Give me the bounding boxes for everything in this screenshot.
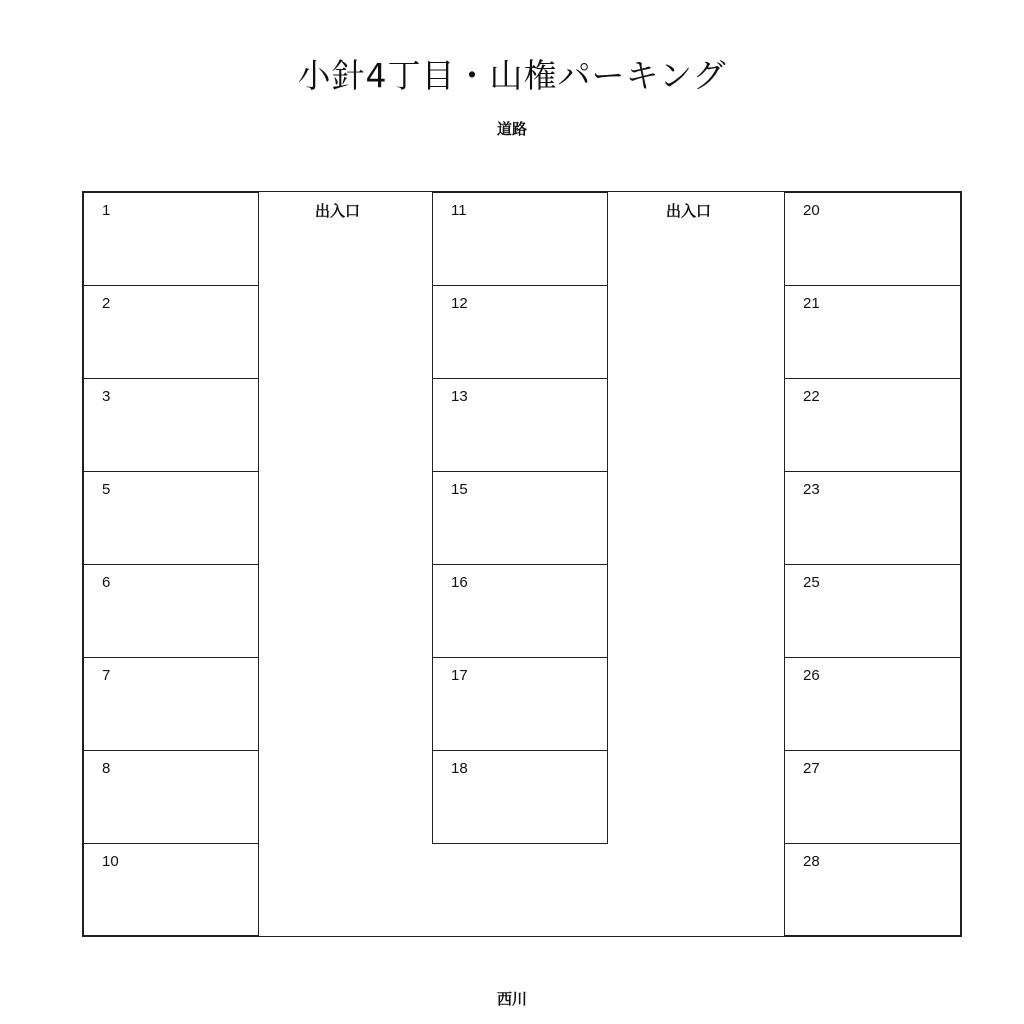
parking-space-number: 27 bbox=[803, 760, 820, 777]
entrance-label-right: 出入口 bbox=[666, 202, 712, 220]
parking-space-10 bbox=[83, 843, 259, 936]
parking-space-8 bbox=[83, 750, 259, 844]
page-title: 小針4丁目・山権パーキング bbox=[297, 56, 727, 95]
parking-space-1 bbox=[83, 192, 259, 286]
parking-space-27 bbox=[784, 750, 961, 844]
road-label: 道路 bbox=[496, 120, 527, 138]
parking-space-26 bbox=[784, 657, 961, 751]
entrance-label-left: 出入口 bbox=[315, 202, 361, 220]
parking-space-number: 21 bbox=[803, 295, 820, 312]
parking-lot bbox=[82, 191, 962, 937]
parking-space-15 bbox=[432, 471, 608, 565]
parking-space-number: 15 bbox=[451, 481, 468, 498]
parking-space-number: 17 bbox=[451, 667, 468, 684]
parking-space-3 bbox=[83, 378, 259, 472]
parking-space-number: 1 bbox=[102, 202, 111, 219]
parking-space-number: 8 bbox=[102, 760, 111, 777]
parking-space-23 bbox=[784, 471, 961, 565]
parking-space-number: 12 bbox=[451, 295, 468, 312]
parking-space-number: 2 bbox=[102, 295, 111, 312]
parking-space-28 bbox=[784, 843, 961, 936]
parking-space-18 bbox=[432, 750, 608, 844]
parking-space-number: 26 bbox=[803, 667, 820, 684]
parking-space-number: 7 bbox=[102, 667, 111, 684]
parking-space-number: 23 bbox=[803, 481, 820, 498]
parking-space-21 bbox=[784, 285, 961, 379]
parking-space-number: 6 bbox=[102, 574, 111, 591]
parking-space-20 bbox=[784, 192, 961, 286]
parking-space-17 bbox=[432, 657, 608, 751]
parking-space-number: 18 bbox=[451, 760, 468, 777]
parking-space-2 bbox=[83, 285, 259, 379]
parking-space-13 bbox=[432, 378, 608, 472]
parking-space-number: 3 bbox=[102, 388, 111, 405]
parking-space-12 bbox=[432, 285, 608, 379]
parking-space-11 bbox=[432, 192, 608, 286]
parking-space-number: 5 bbox=[102, 481, 111, 498]
parking-space-number: 22 bbox=[803, 388, 820, 405]
parking-space-16 bbox=[432, 564, 608, 658]
parking-space-number: 28 bbox=[803, 853, 820, 870]
parking-space-22 bbox=[784, 378, 961, 472]
parking-space-25 bbox=[784, 564, 961, 658]
parking-space-number: 10 bbox=[102, 853, 119, 870]
parking-space-number: 11 bbox=[451, 202, 467, 219]
parking-space-number: 13 bbox=[451, 388, 468, 405]
parking-space-7 bbox=[83, 657, 259, 751]
parking-space-number: 25 bbox=[803, 574, 820, 591]
parking-space-5 bbox=[83, 471, 259, 565]
parking-space-number: 20 bbox=[803, 202, 820, 219]
parking-space-number: 16 bbox=[451, 574, 468, 591]
parking-space-6 bbox=[83, 564, 259, 658]
river-label: 西川 bbox=[496, 990, 527, 1008]
